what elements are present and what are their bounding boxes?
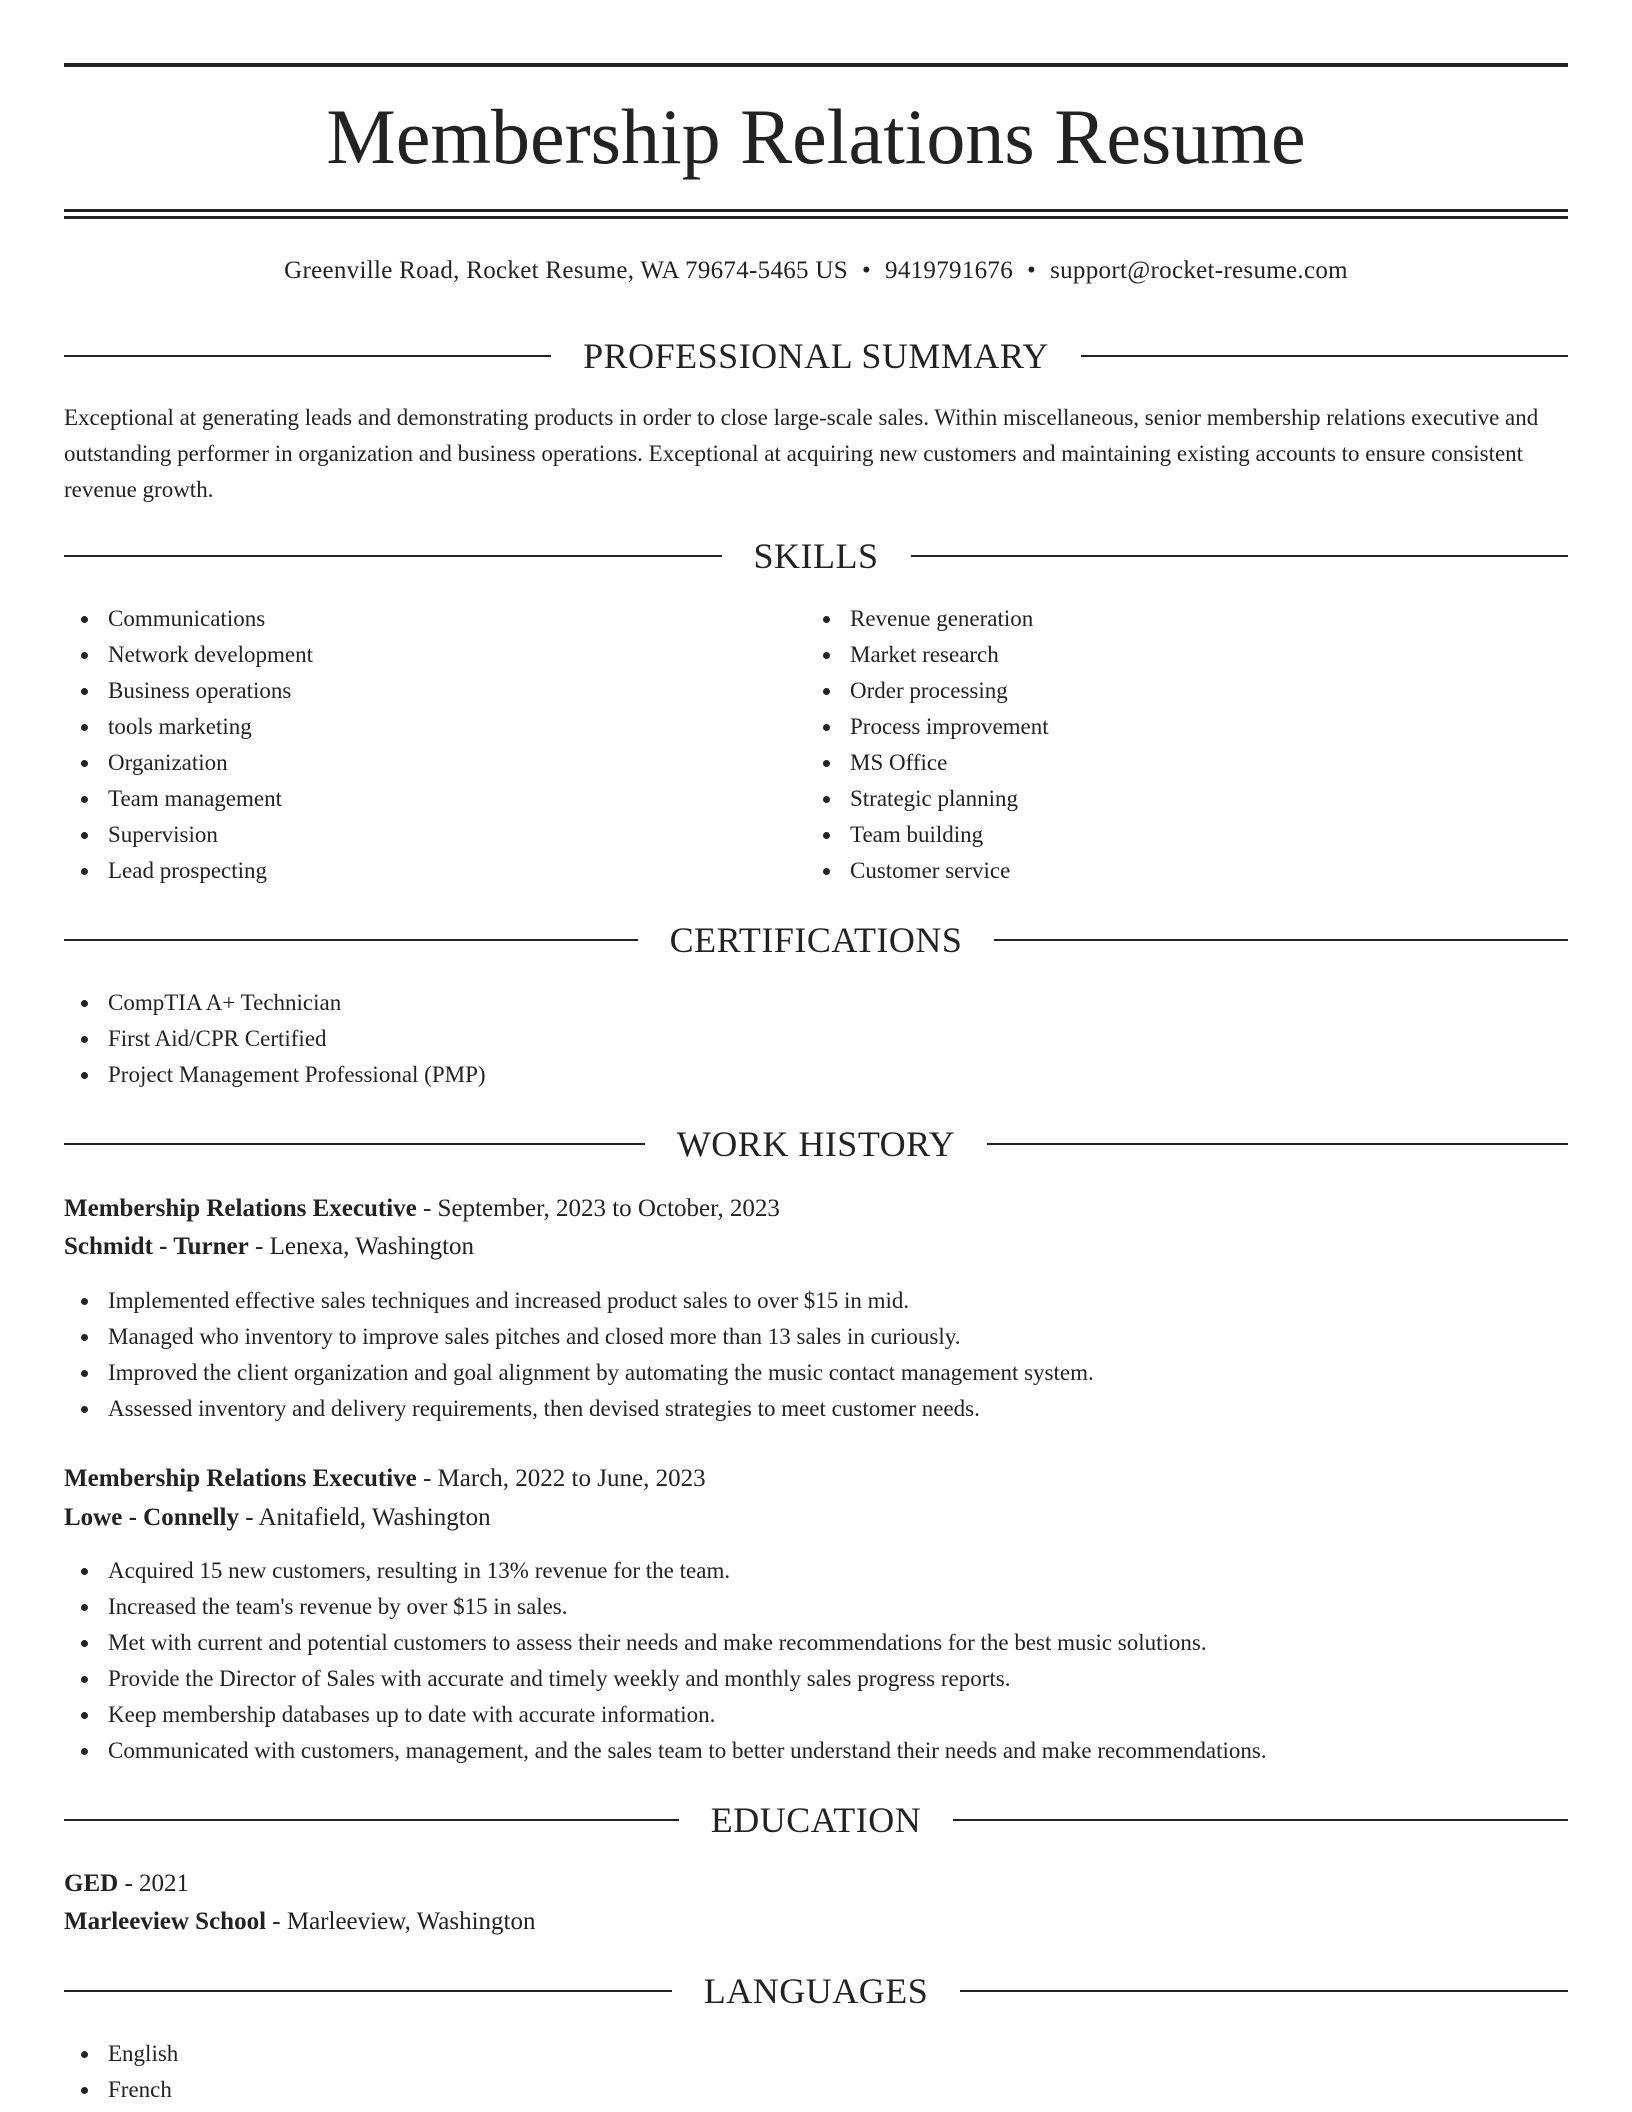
contact-address: Greenville Road, Rocket Resume, WA 79674-5465 US <box>284 257 848 284</box>
education-degree: GED <box>64 1870 119 1897</box>
job-bullet: Implemented effective sales techniques and increased product sales to over $15 in mid. <box>64 1283 1568 1319</box>
skill-item: Market research <box>806 637 1506 673</box>
skill-item: Organization <box>64 745 764 781</box>
skill-item: Supervision <box>64 817 764 853</box>
section-title: LANGUAGES <box>703 1971 929 2011</box>
education-year: - 2021 <box>118 1870 190 1897</box>
certification-item: CompTIA A+ Technician <box>64 985 1464 1021</box>
section-title: WORK HISTORY <box>676 1124 956 1164</box>
heading-rule <box>64 939 638 941</box>
skills-list-left <box>64 601 764 889</box>
languages-list <box>64 2036 664 2108</box>
certifications-list <box>64 985 1464 1093</box>
heading-rule <box>64 355 551 357</box>
job-bullet: Increased the team's revenue by over $15 in sales. <box>64 1589 1568 1625</box>
job-dates: - September, 2023 to October, 2023 <box>416 1195 780 1222</box>
language-item: English <box>64 2036 664 2072</box>
skill-item: Order processing <box>806 673 1506 709</box>
skills-list-right <box>806 601 1506 889</box>
skill-item: Business operations <box>64 673 764 709</box>
education-school: Marleeview School <box>64 1908 267 1935</box>
heading-rule <box>64 1819 679 1821</box>
job-company-line <box>64 1499 1568 1537</box>
skill-item: Team management <box>64 781 764 817</box>
job-bullet: Communicated with customers, management, and the sales team to better understand their needs and make recommendations. <box>64 1733 1568 1769</box>
skill-item: Team building <box>806 817 1506 853</box>
section-title: EDUCATION <box>710 1800 922 1840</box>
section-heading-certifications <box>64 918 1568 962</box>
skill-item: Process improvement <box>806 709 1506 745</box>
job-bullets <box>64 1553 1568 1769</box>
job-location: - Anitafield, Washington <box>239 1504 491 1531</box>
heading-rule <box>953 1819 1568 1821</box>
job-bullet: Keep membership databases up to date with accurate information. <box>64 1697 1568 1733</box>
certification-item: First Aid/CPR Certified <box>64 1021 1464 1057</box>
section-title: PROFESSIONAL SUMMARY <box>583 336 1049 376</box>
skill-item: Revenue generation <box>806 601 1506 637</box>
skill-item: MS Office <box>806 745 1506 781</box>
summary-text: Exceptional at generating leads and demonstrating products in order to close large-scale sales. Within miscellaneous, senior membership relations executive and outstanding performer in organization and business operations. Exceptional at acquiring new customers and maintaining existing accounts to ensure consistent revenue growth. <box>64 405 1539 502</box>
job-title-line <box>64 1190 1568 1228</box>
contact-phone: 9419791676 <box>885 257 1014 284</box>
heading-rule <box>1081 355 1568 357</box>
job-bullet: Provide the Director of Sales with accurate and timely weekly and monthly sales progress reports. <box>64 1661 1568 1697</box>
job-location: - Lenexa, Washington <box>248 1233 475 1260</box>
heading-rule <box>64 555 722 557</box>
page-title: Membership Relations Resume <box>326 93 1306 180</box>
job-bullet: Acquired 15 new customers, resulting in 13% revenue for the team. <box>64 1553 1568 1589</box>
section-heading-skills <box>64 534 1568 578</box>
title-rule-upper <box>64 209 1568 212</box>
job-company: Schmidt - Turner <box>64 1233 249 1260</box>
skill-item: Customer service <box>806 853 1506 889</box>
job-dates: - March, 2022 to June, 2023 <box>416 1465 706 1492</box>
skill-item: Network development <box>64 637 764 673</box>
education-location: - Marleeview, Washington <box>266 1908 536 1935</box>
heading-rule <box>994 939 1568 941</box>
job-bullet: Improved the client organization and goal alignment by automating the music contact management system. <box>64 1355 1568 1391</box>
skill-item: Communications <box>64 601 764 637</box>
job-title: Membership Relations Executive <box>64 1465 417 1492</box>
top-rule <box>64 63 1568 67</box>
heading-rule <box>987 1143 1568 1145</box>
section-heading-education <box>64 1798 1568 1842</box>
heading-rule <box>64 1990 672 1992</box>
heading-rule <box>960 1990 1568 1992</box>
education-school-line <box>64 1903 1568 1941</box>
education-degree-line <box>64 1865 1568 1903</box>
skill-item: Strategic planning <box>806 781 1506 817</box>
contact-separator: • <box>861 257 872 284</box>
job-title-line <box>64 1460 1568 1498</box>
section-heading-summary <box>64 334 1568 378</box>
job-bullet: Assessed inventory and delivery requirements, then devised strategies to meet customer needs. <box>64 1391 1568 1427</box>
language-item: French <box>64 2072 664 2108</box>
contact-email: support@rocket-resume.com <box>1050 257 1348 284</box>
heading-rule <box>64 1143 645 1145</box>
section-title: CERTIFICATIONS <box>669 920 963 960</box>
section-title: SKILLS <box>753 536 879 576</box>
job-bullet: Managed who inventory to improve sales pitches and closed more than 13 sales in curiously. <box>64 1319 1568 1355</box>
skill-item: Lead prospecting <box>64 853 764 889</box>
contact-line <box>0 254 1632 288</box>
job-company: Lowe - Connelly <box>64 1504 239 1531</box>
job-title: Membership Relations Executive <box>64 1195 417 1222</box>
job-company-line <box>64 1228 1568 1266</box>
section-heading-work-history <box>64 1122 1568 1166</box>
heading-rule <box>911 555 1569 557</box>
contact-separator: • <box>1027 257 1037 284</box>
title-rule-lower <box>64 216 1568 219</box>
job-bullet: Met with current and potential customers to assess their needs and make recommendations for the best music solutions. <box>64 1625 1568 1661</box>
job-bullets <box>64 1283 1568 1427</box>
section-heading-languages <box>64 1969 1568 2013</box>
certification-item: Project Management Professional (PMP) <box>64 1057 1464 1093</box>
skill-item: tools marketing <box>64 709 764 745</box>
